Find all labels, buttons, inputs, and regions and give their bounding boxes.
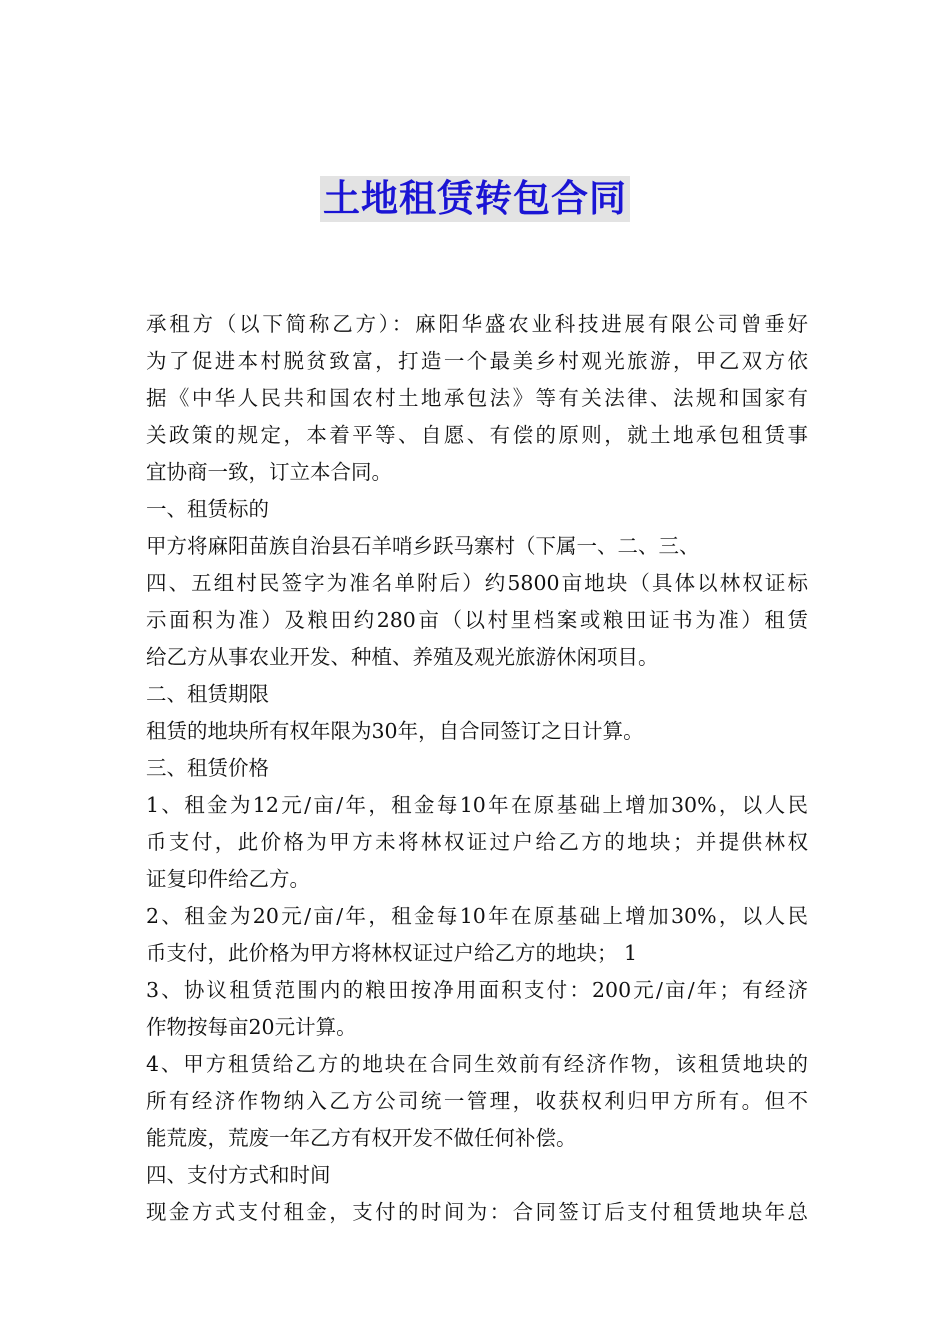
body-line: 2、租金为20元/亩/年，租金每10年在原基础上增加30%，以人民 [146, 904, 808, 928]
section-heading: 四、支付方式和时间 [146, 1163, 331, 1187]
document-body [146, 306, 808, 1231]
body-line: 关政策的规定，本着平等、自愿、有偿的原则，就土地承包租赁事 [146, 423, 808, 447]
body-line: 3、协议租赁范围内的粮田按净用面积支付：200元/亩/年；有经济 [146, 978, 808, 1002]
body-line: 现金方式支付租金，支付的时间为：合同签订后支付租赁地块年总 [146, 1200, 808, 1224]
body-line: 甲方将麻阳苗族自治县石羊哨乡跃马寨村（下属一、二、三、 [146, 534, 700, 558]
body-line: 为了促进本村脱贫致富，打造一个最美乡村观光旅游，甲乙双方依 [146, 349, 808, 373]
body-line: 租赁的地块所有权年限为30年，自合同签订之日计算。 [146, 719, 644, 743]
body-line: 币支付，此价格为甲方将林权证过户给乙方的地块； 1 [146, 941, 638, 965]
body-line: 四、五组村民签字为准名单附后）约5800亩地块（具体以林权证标 [146, 571, 808, 595]
body-line: 证复印件给乙方。 [146, 867, 310, 891]
body-line: 能荒废，荒废一年乙方有权开发不做任何补偿。 [146, 1126, 577, 1150]
body-line: 所有经济作物纳入乙方公司统一管理，收获权利归甲方所有。但不 [146, 1089, 808, 1113]
section-heading: 三、租赁价格 [146, 756, 269, 780]
body-line: 给乙方从事农业开发、种植、养殖及观光旅游休闲项目。 [146, 645, 659, 669]
body-line: 宜协商一致，订立本合同。 [146, 460, 392, 484]
body-line: 示面积为准）及粮田约280亩（以村里档案或粮田证书为准）租赁 [146, 608, 808, 632]
body-line: 4、甲方租赁给乙方的地块在合同生效前有经济作物，该租赁地块的 [146, 1052, 808, 1076]
body-line: 作物按每亩20元计算。 [146, 1015, 357, 1039]
title-container [0, 176, 950, 222]
section-heading: 一、租赁标的 [146, 497, 269, 521]
body-line: 承租方（以下简称乙方）：麻阳华盛农业科技进展有限公司曾垂好 [146, 312, 808, 336]
section-heading: 二、租赁期限 [146, 682, 269, 706]
body-line: 1、租金为12元/亩/年，租金每10年在原基础上增加30%，以人民 [146, 793, 808, 817]
body-line: 据《中华人民共和国农村土地承包法》等有关法律、法规和国家有 [146, 386, 808, 410]
body-line: 币支付，此价格为甲方未将林权证过户给乙方的地块；并提供林权 [146, 830, 808, 854]
document-title: 土地租赁转包合同 [320, 176, 630, 222]
